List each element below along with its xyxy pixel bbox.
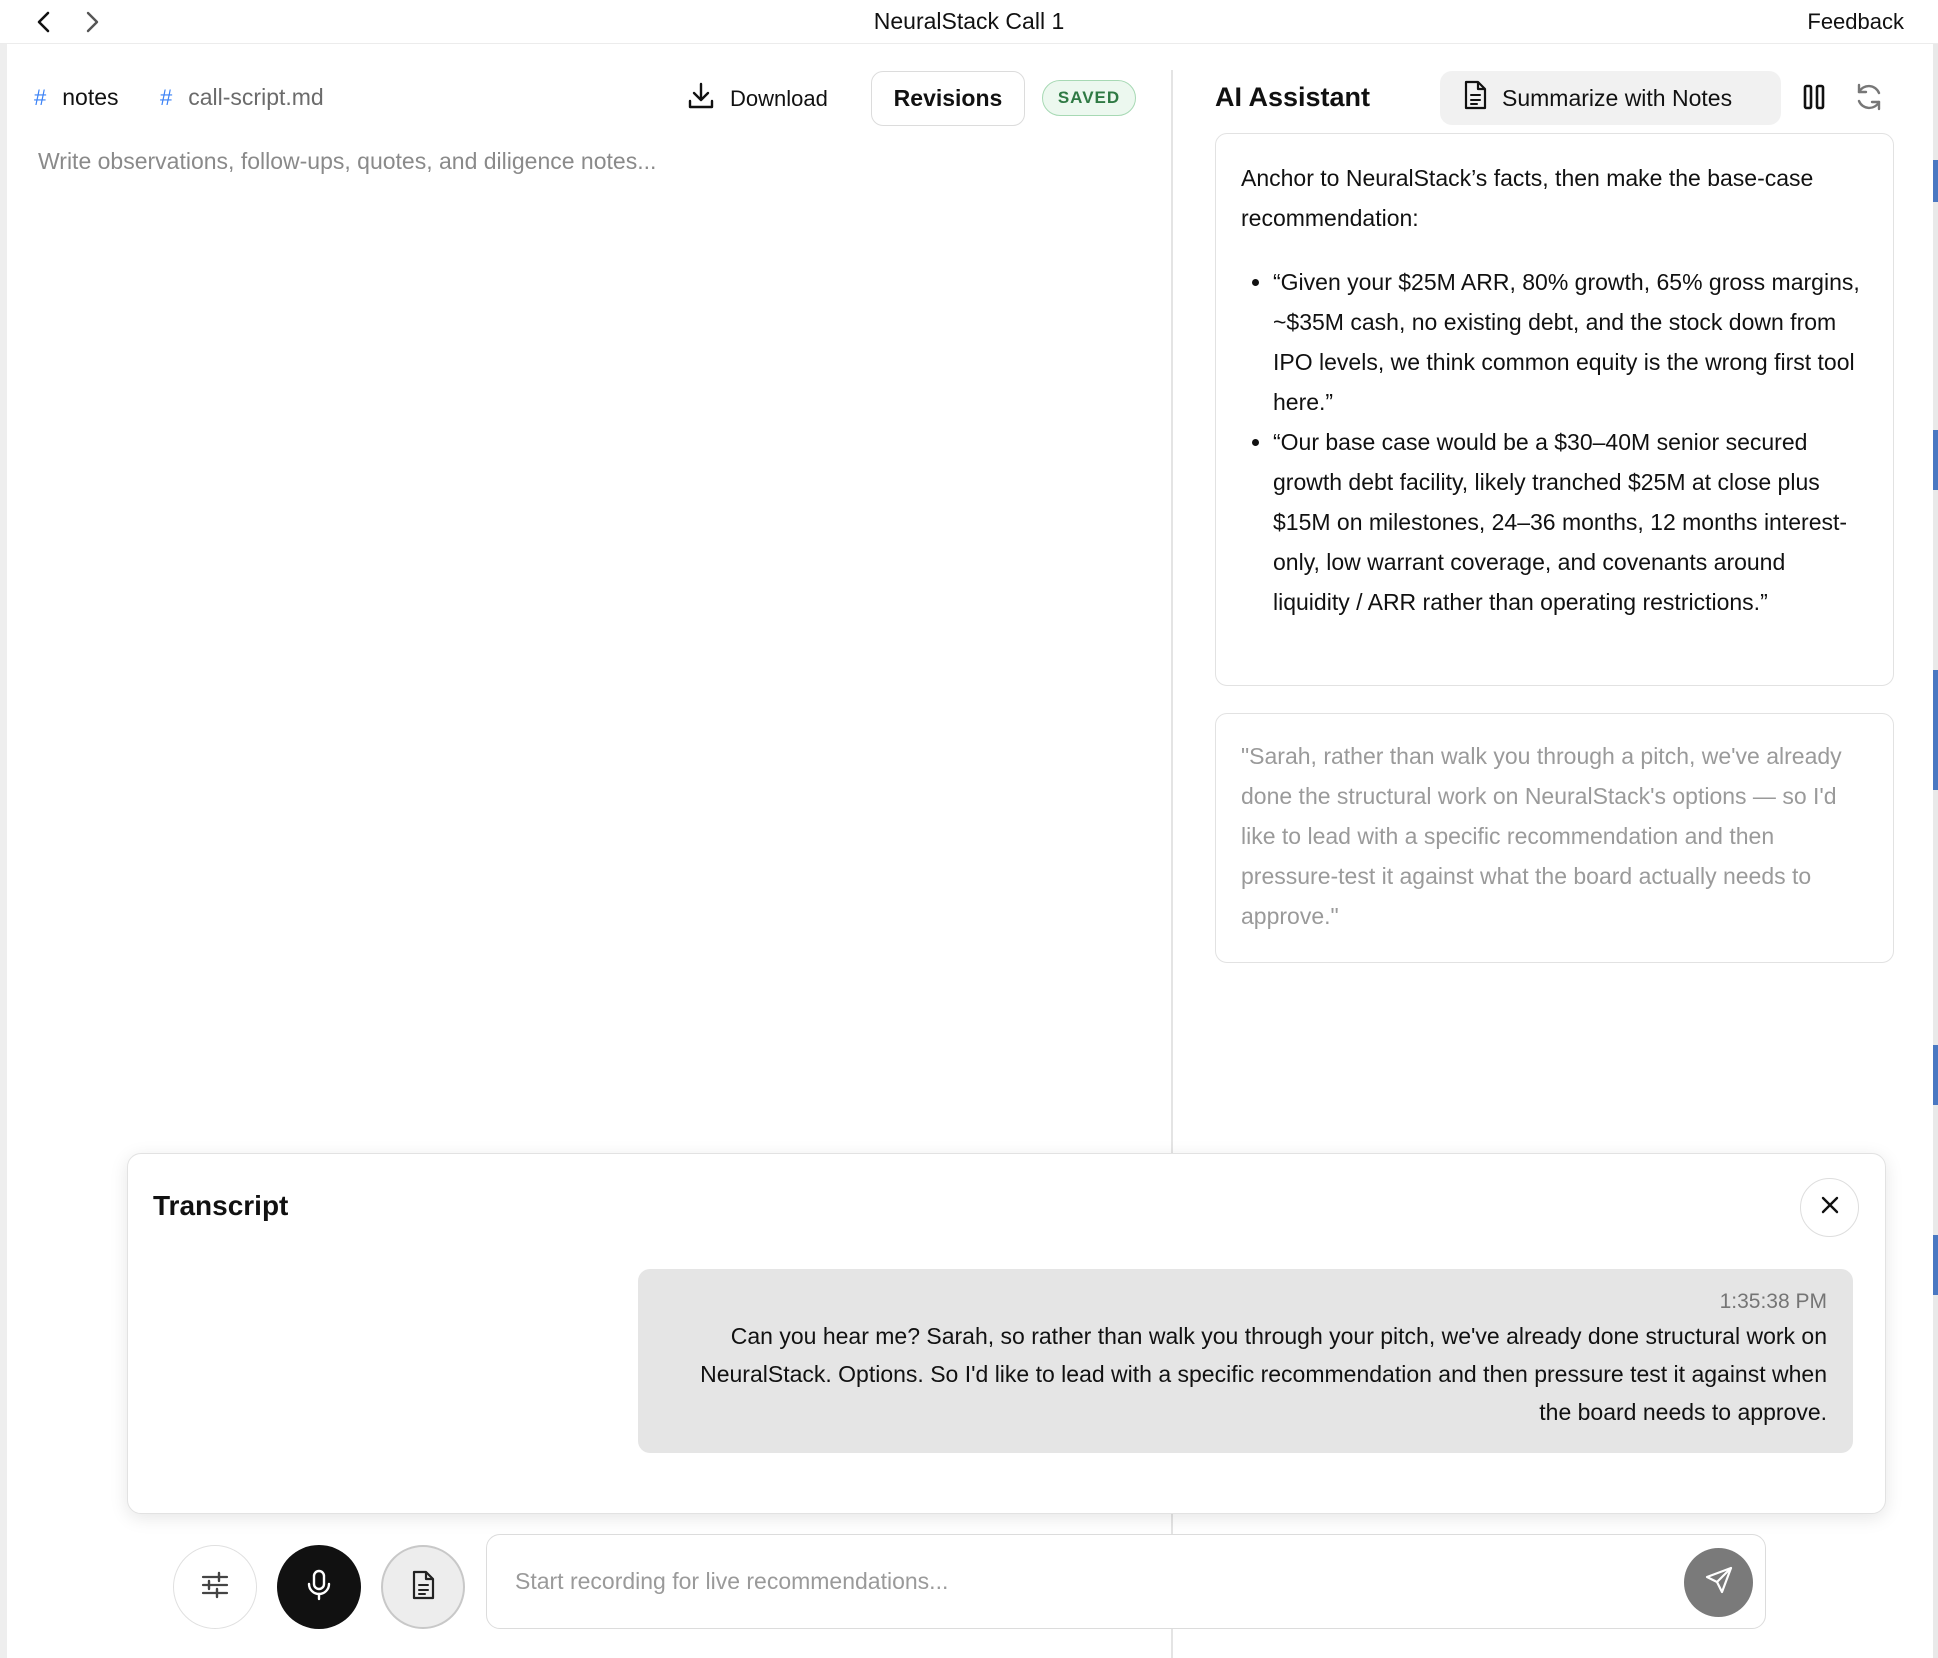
window-title: NeuralStack Call 1 <box>873 8 1065 34</box>
microphone-button[interactable] <box>277 1545 361 1629</box>
transcript-message <box>638 1269 1853 1453</box>
message-text: Can you hear me? Sarah, so rather than walk you through your pitch, we've already done structural work on NeuralStack. Options. So I'd like to lead with a specific recommendation and then pressure test it against when the board needs to approve. <box>700 1323 1827 1425</box>
refresh-icon[interactable] <box>1851 79 1887 115</box>
document-icon <box>1462 80 1488 116</box>
transcript-title: Transcript <box>153 1190 289 1221</box>
window-right-edge <box>1933 0 1938 1658</box>
recommendation-intro: Anchor to NeuralStack’s facts, then make the base-case recommendation: <box>1241 165 1814 231</box>
document-icon <box>410 1570 436 1605</box>
download-icon <box>686 81 716 117</box>
summarize-label: Summarize with Notes <box>1502 84 1733 111</box>
notes-toggle-button[interactable] <box>381 1545 465 1629</box>
recommendation-card <box>1215 133 1894 686</box>
tab-call-script-label: call-script.md <box>188 84 324 110</box>
top-bar <box>0 0 1938 44</box>
suggested-quote-card: "Sarah, rather than walk you through a pitch, we've already done the structural work on NeuralStack's options — so I'd like to lead with a specific recommendation and then pressure-test it against what the board actually needs to approve." <box>1215 713 1894 963</box>
list-item: • “Given your $25M ARR, 80% growth, 65% gross margins, ~$35M cash, no existing debt, and the stock down from IPO levels, we think common equity is the wrong first tool here.” <box>1273 262 1867 422</box>
tab-notes[interactable] <box>34 84 119 111</box>
message-timestamp: 1:35:38 PM <box>1719 1290 1827 1313</box>
send-icon <box>1704 1565 1734 1600</box>
hash-icon: # <box>160 84 173 110</box>
download-label: Download <box>730 86 828 111</box>
close-transcript-button[interactable] <box>1800 1178 1859 1237</box>
send-button[interactable] <box>1684 1548 1753 1617</box>
tab-notes-label: notes <box>62 84 119 110</box>
summarize-with-notes-button[interactable] <box>1440 71 1781 125</box>
sliders-icon <box>200 1570 230 1605</box>
list-item: • “Our base case would be a $30–40M senior secured growth debt facility, likely tranched $25M at close plus $15M on milestones, 24–36 months, 12 months interest-only, low warrant coverage, and covenants around liquidity / ARR rather than operating restrictions.” <box>1273 422 1867 622</box>
microphone-icon <box>306 1569 332 1606</box>
tab-call-script[interactable] <box>160 84 324 111</box>
close-icon <box>1820 1195 1840 1220</box>
notes-editor[interactable] <box>30 140 1150 1120</box>
recommendation-list <box>1241 262 1867 622</box>
ai-assistant-title: AI Assistant <box>1215 82 1371 112</box>
composer <box>486 1534 1766 1629</box>
recommendation-input[interactable] <box>515 1559 1675 1603</box>
transcript-panel <box>127 1153 1886 1514</box>
window-left-edge <box>0 0 7 1658</box>
hash-icon: # <box>34 84 47 110</box>
saved-status-badge: SAVED <box>1042 80 1136 116</box>
pause-icon[interactable] <box>1796 79 1832 115</box>
feedback-link[interactable]: Feedback <box>1807 9 1904 34</box>
settings-button[interactable] <box>173 1545 257 1629</box>
revisions-button[interactable]: Revisions <box>871 71 1025 126</box>
download-button[interactable] <box>686 80 828 118</box>
